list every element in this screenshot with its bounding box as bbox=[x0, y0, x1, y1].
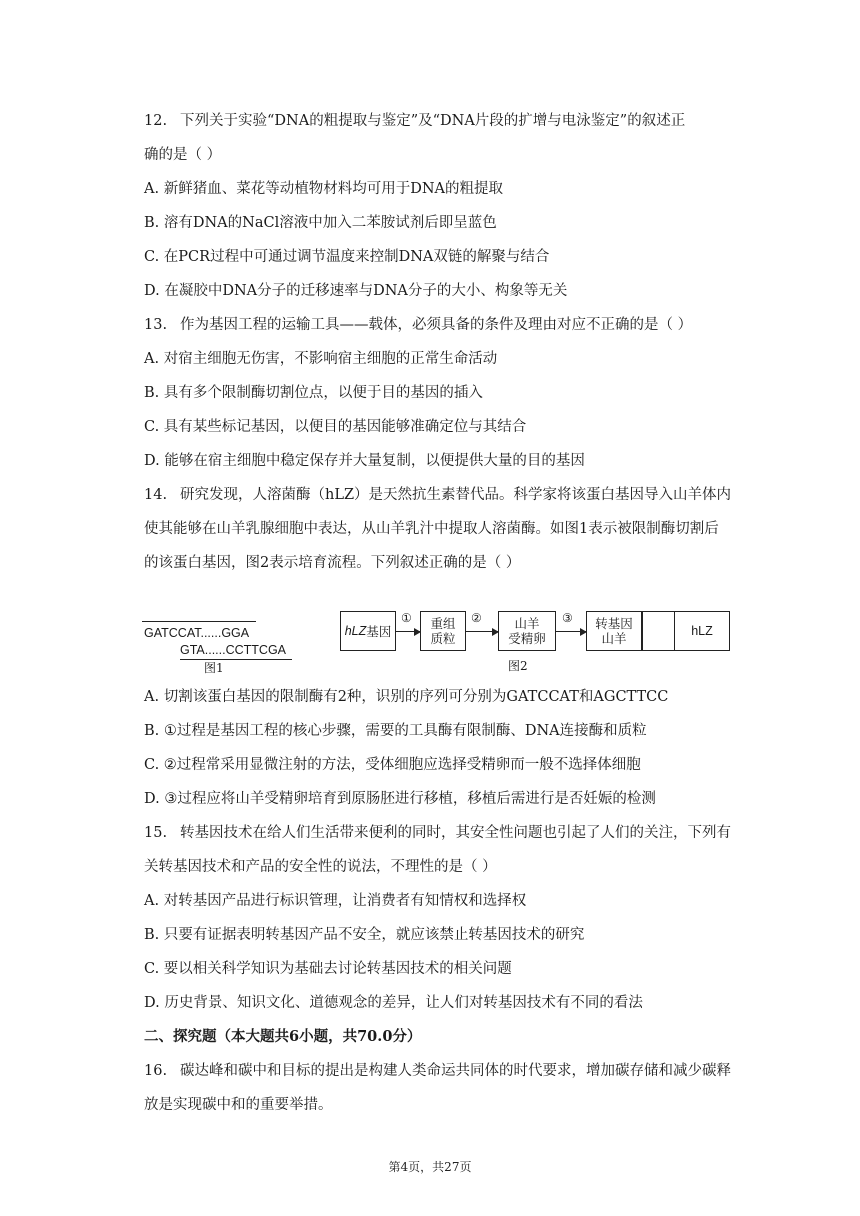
q14-stem-line3: 的该蛋白基因，图2表示培育流程。下列叙述正确的是（ ） bbox=[144, 555, 521, 571]
goat-label-line2: 山羊 bbox=[601, 631, 627, 646]
q14-option-b: B. ①过程是基因工程的核心步骤，需要的工具酶有限制酶、DNA连接酶和质粒 bbox=[144, 723, 647, 739]
flow-box-transgenic-goat bbox=[586, 611, 642, 651]
section-2-heading: 二、探究题（本大题共6小题，共70.0分） bbox=[144, 1028, 422, 1045]
top-strand-sequence: GATCCAT......GGA bbox=[144, 626, 250, 640]
q12-stem-line2: 确的是（ ） bbox=[144, 147, 222, 163]
q12-number: 12. bbox=[144, 113, 168, 129]
plasmid-label-line2: 质粒 bbox=[430, 631, 456, 646]
q16-stem-line1: 碳达峰和碳中和目标的提出是构建人类命运共同体的时代要求，增加碳存储和减少碳释 bbox=[180, 1063, 731, 1079]
egg-label-line1: 山羊 bbox=[514, 616, 540, 631]
q14-number: 14. bbox=[144, 487, 168, 503]
q14-option-d: D. ③过程应将山羊受精卵培育到原肠胚进行移植，移植后需进行是否妊娠的检测 bbox=[144, 791, 656, 807]
q14-stem-line2: 使其能够在山羊乳腺细胞中表达，从山羊乳汁中提取人溶菌酶。如图1表示被限制酶切割后 bbox=[144, 521, 719, 537]
gene-label-prefix: hLZ bbox=[344, 623, 367, 638]
q15-option-c: C. 要以相关科学知识为基础去讨论转基因技术的相关问题 bbox=[144, 961, 512, 977]
arrow-step-3 bbox=[556, 631, 586, 632]
q13-option-b: B. 具有多个限制酶切割位点，以便于目的基因的插入 bbox=[144, 385, 483, 401]
goat-label-line1: 转基因 bbox=[595, 616, 633, 631]
step-1-marker: ① bbox=[401, 611, 412, 625]
q14-stem-line1: 研究发现，人溶菌酶（hLZ）是天然抗生素替代品。科学家将该蛋白基因导入山羊体内 bbox=[180, 487, 732, 503]
q15-option-a: A. 对转基因产品进行标识管理，让消费者有知情权和选择权 bbox=[144, 893, 527, 909]
q13-stem bbox=[144, 315, 754, 335]
q12-option-c: C. 在PCR过程中可通过调节温度来控制DNA双链的解聚与结合 bbox=[144, 249, 550, 265]
q12-option-d: D. 在凝胶中DNA分子的迁移速率与DNA分子的大小、构象等无关 bbox=[144, 283, 568, 299]
q16-stem-line2: 放是实现碳中和的重要举措。 bbox=[144, 1097, 333, 1113]
page-footer: 第4页，共27页 bbox=[388, 1160, 472, 1174]
q15-stem-line1: 转基因技术在给人们生活带来便利的同时，其安全性问题也引起了人们的关注，下列有 bbox=[180, 825, 731, 841]
q12-stem-line1: 下列关于实验“DNA的粗提取与鉴定”及“DNA片段的扩增与电泳鉴定”的叙述正 bbox=[180, 113, 686, 129]
q12-option-b: B. 溶有DNA的NaCl溶液中加入二苯胺试剂后即呈蓝色 bbox=[144, 215, 497, 231]
q12-option-a: A. 新鲜猪血、菜花等动植物材料均可用于DNA的粗提取 bbox=[144, 181, 503, 197]
q14-option-a: A. 切割该蛋白基因的限制酶有2种，识别的序列可分别为GATCCAT和AGCTTCC bbox=[144, 689, 669, 705]
arrow-step-2 bbox=[466, 631, 498, 632]
q16-stem bbox=[144, 1061, 754, 1081]
gene-label-suffix: 基因 bbox=[366, 623, 392, 639]
q15-option-d: D. 历史背景、知识文化、道德观念的差异，让人们对转基因技术有不同的看法 bbox=[144, 995, 643, 1011]
top-strand-line bbox=[142, 621, 256, 622]
flow-box-goat-fertilized-egg bbox=[498, 611, 556, 651]
q13-option-c: C. 具有某些标记基因，以便目的基因能够准确定位与其结合 bbox=[144, 419, 527, 435]
q13-stem-line1: 作为基因工程的运输工具——载体，必须具备的条件及理由对应不正确的是（ ） bbox=[180, 317, 693, 333]
q16-number: 16. bbox=[144, 1063, 168, 1079]
q13-option-a: A. 对宿主细胞无伤害，不影响宿主细胞的正常生命活动 bbox=[144, 351, 498, 367]
figure-2-flowchart bbox=[340, 611, 700, 675]
q12-stem bbox=[144, 111, 754, 131]
step-2-marker: ② bbox=[471, 611, 482, 625]
q15-option-b: B. 只要有证据表明转基因产品不安全，就应该禁止转基因技术的研究 bbox=[144, 927, 585, 943]
flow-box-hlz-gene bbox=[340, 611, 396, 651]
figure-1-dna-fragment bbox=[142, 618, 292, 674]
q15-number: 15. bbox=[144, 825, 168, 841]
bottom-strand-line bbox=[180, 659, 292, 660]
q14-option-c: C. ②过程常采用显微注射的方法，受体细胞应选择受精卵而一般不选择体细胞 bbox=[144, 757, 641, 773]
q15-stem bbox=[144, 823, 754, 843]
plasmid-label-line1: 重组 bbox=[430, 616, 456, 631]
arrow-step-1 bbox=[396, 631, 420, 632]
egg-label-line2: 受精卵 bbox=[508, 631, 546, 646]
figure-2-caption: 图2 bbox=[508, 659, 528, 673]
step-3-marker: ③ bbox=[562, 611, 573, 625]
q15-stem-line2: 关转基因技术和产品的安全性的说法，不理性的是（ ） bbox=[144, 859, 497, 875]
q13-number: 13. bbox=[144, 317, 168, 333]
figure-1-caption: 图1 bbox=[204, 661, 224, 675]
q13-option-d: D. 能够在宿主细胞中稳定保存并大量复制，以便提供大量的目的基因 bbox=[144, 453, 585, 469]
flow-box-hlz-product: hLZ bbox=[674, 611, 730, 651]
bottom-strand-sequence: GTA......CCTTCGA bbox=[180, 643, 287, 657]
q14-stem bbox=[144, 485, 754, 505]
flow-box-recombinant-plasmid bbox=[420, 611, 466, 651]
